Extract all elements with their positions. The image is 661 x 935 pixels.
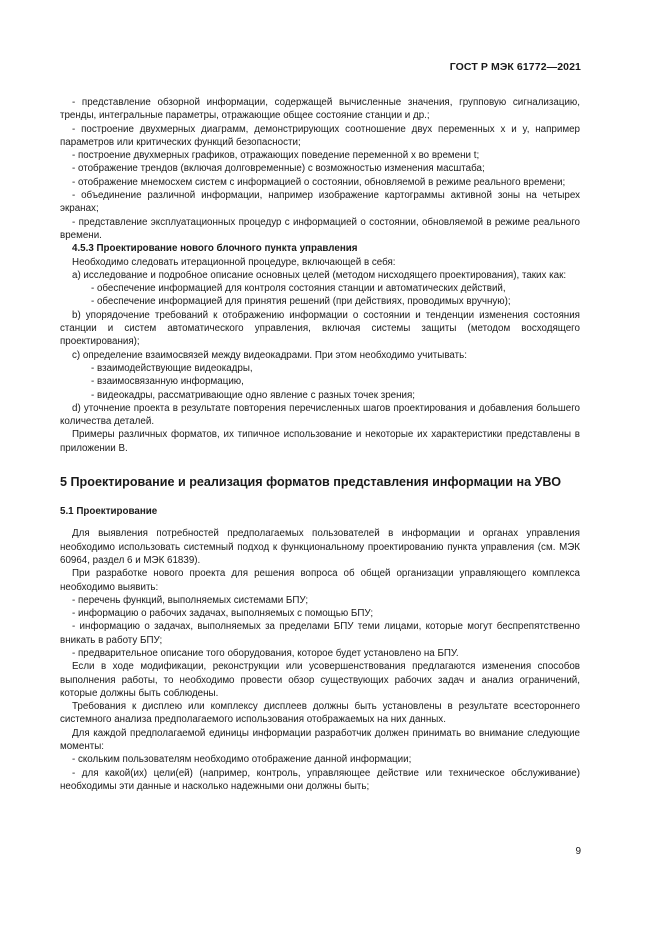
document-id-header: ГОСТ Р МЭК 61772—2021 bbox=[449, 61, 581, 73]
paragraph: Примеры различных форматов, их типичное использование и некоторые их характеристики представлены в приложении В. bbox=[60, 429, 580, 454]
section-heading: 5 Проектирование и реализация форматов представления информации на УВО bbox=[60, 475, 561, 490]
paragraph: - объединение различной информации, например изображение картограммы активной зоны на четырех экранах; bbox=[60, 190, 580, 215]
paragraph: Если в ходе модификации, реконструкции или усовершенствования предлагаются изменения способов выполнения работы, то необходимо провести обзор существующих рабочих задач и анализ ограничений, которые должны быть соблюдены. bbox=[60, 661, 580, 699]
paragraph: - представление эксплуатационных процедур с информацией о состоянии, обновляемой в режиме реального времени. bbox=[60, 216, 580, 241]
paragraph: - перечень функций, выполняемых системами БПУ; bbox=[72, 594, 309, 606]
paragraph: - отображение мнемосхем систем с информацией о состоянии, обновляемой в режиме реального времени; bbox=[72, 176, 566, 188]
paragraph: - представление обзорной информации, содержащей вычисленные значения, групповую сигнализацию, тренды, интегральные параметры, отражающие общее состояние станции и др.; bbox=[60, 97, 580, 122]
paragraph: - обеспечение информацией для принятия решений (при действиях, проводимых вручную); bbox=[91, 296, 511, 308]
paragraph: - обеспечение информацией для контроля состояния станции и автоматических действий, bbox=[91, 283, 506, 295]
paragraph: b) упорядочение требований к отображению информации о состоянии и тенденции изменения состояния станции и систем автоматического управления, включая системы защиты (методом восходящего проектирования); bbox=[60, 309, 580, 348]
subsection-heading: 5.1 Проектирование bbox=[60, 506, 158, 518]
paragraph: с) определение взаимосвязей между видеокадрами. При этом необходимо учитывать: bbox=[72, 349, 467, 361]
paragraph: Для выявления потребностей предполагаемых пользователей в информации и органах управления необходимо использовать системный подход к функциональному проектированию пункта управления (см. МЭК 60964, раздел 6 и МЭК 61839). bbox=[60, 528, 580, 566]
paragraph: - скольким пользователям необходимо отображение данной информации; bbox=[72, 754, 412, 766]
paragraph: - для какой(их) цели(ей) (например, контроль, управляющее действие или техническое обслуживание) необходимы эти данные и насколько надежными они должны быть; bbox=[60, 767, 580, 792]
paragraph: При разработке нового проекта для решения вопроса об общей организации управляющего комплекса необходимо выявить: bbox=[60, 568, 580, 593]
body-text bbox=[60, 96, 580, 793]
paragraph: - взаимодействующие видеокадры, bbox=[91, 362, 253, 374]
paragraph: - информацию о задачах, выполняемых за пределами БПУ теми лицами, которые могут беспрепятственно вникать в работу БПУ; bbox=[60, 621, 580, 646]
paragraph: а) исследование и подробное описание основных целей (методом нисходящего проектирования), таких как: bbox=[72, 269, 567, 281]
paragraph: Необходимо следовать итерационной процедуре, включающей в себя: bbox=[72, 256, 396, 268]
paragraph: - взаимосвязанную информацию, bbox=[91, 376, 244, 388]
paragraph: Требования к дисплею или комплексу дисплеев должны быть установлены в результате всестороннего системного анализа предполагаемого использования отображаемых на них данных. bbox=[60, 701, 580, 726]
paragraph: Для каждой предполагаемой единицы информации разработчик должен принимать во внимание следующие моменты: bbox=[60, 727, 580, 753]
paragraph: - предварительное описание того оборудования, которое будет установлено на БПУ. bbox=[72, 647, 459, 659]
paragraph: d) уточнение проекта в результате повторения перечисленных шагов проектирования и добавления большего количества деталей. bbox=[60, 402, 580, 428]
paragraph: - отображение трендов (включая долговременные) с возможностью изменения масштаба; bbox=[72, 163, 485, 175]
paragraph: - построение двухмерных графиков, отражающих поведение переменной x во времени t; bbox=[72, 150, 480, 162]
clause-heading: 4.5.3 Проектирование нового блочного пункта управления bbox=[72, 243, 358, 255]
paragraph: - видеокадры, рассматривающие одно явление с разных точек зрения; bbox=[91, 389, 416, 401]
paragraph: - построение двухмерных диаграмм, демонстрирующих соотношение двух переменных x и y, например параметров или критических функций безопасности; bbox=[60, 123, 580, 148]
page-number: 9 bbox=[575, 846, 581, 857]
paragraph: - информацию о рабочих задачах, выполняемых с помощью БПУ; bbox=[72, 608, 374, 620]
